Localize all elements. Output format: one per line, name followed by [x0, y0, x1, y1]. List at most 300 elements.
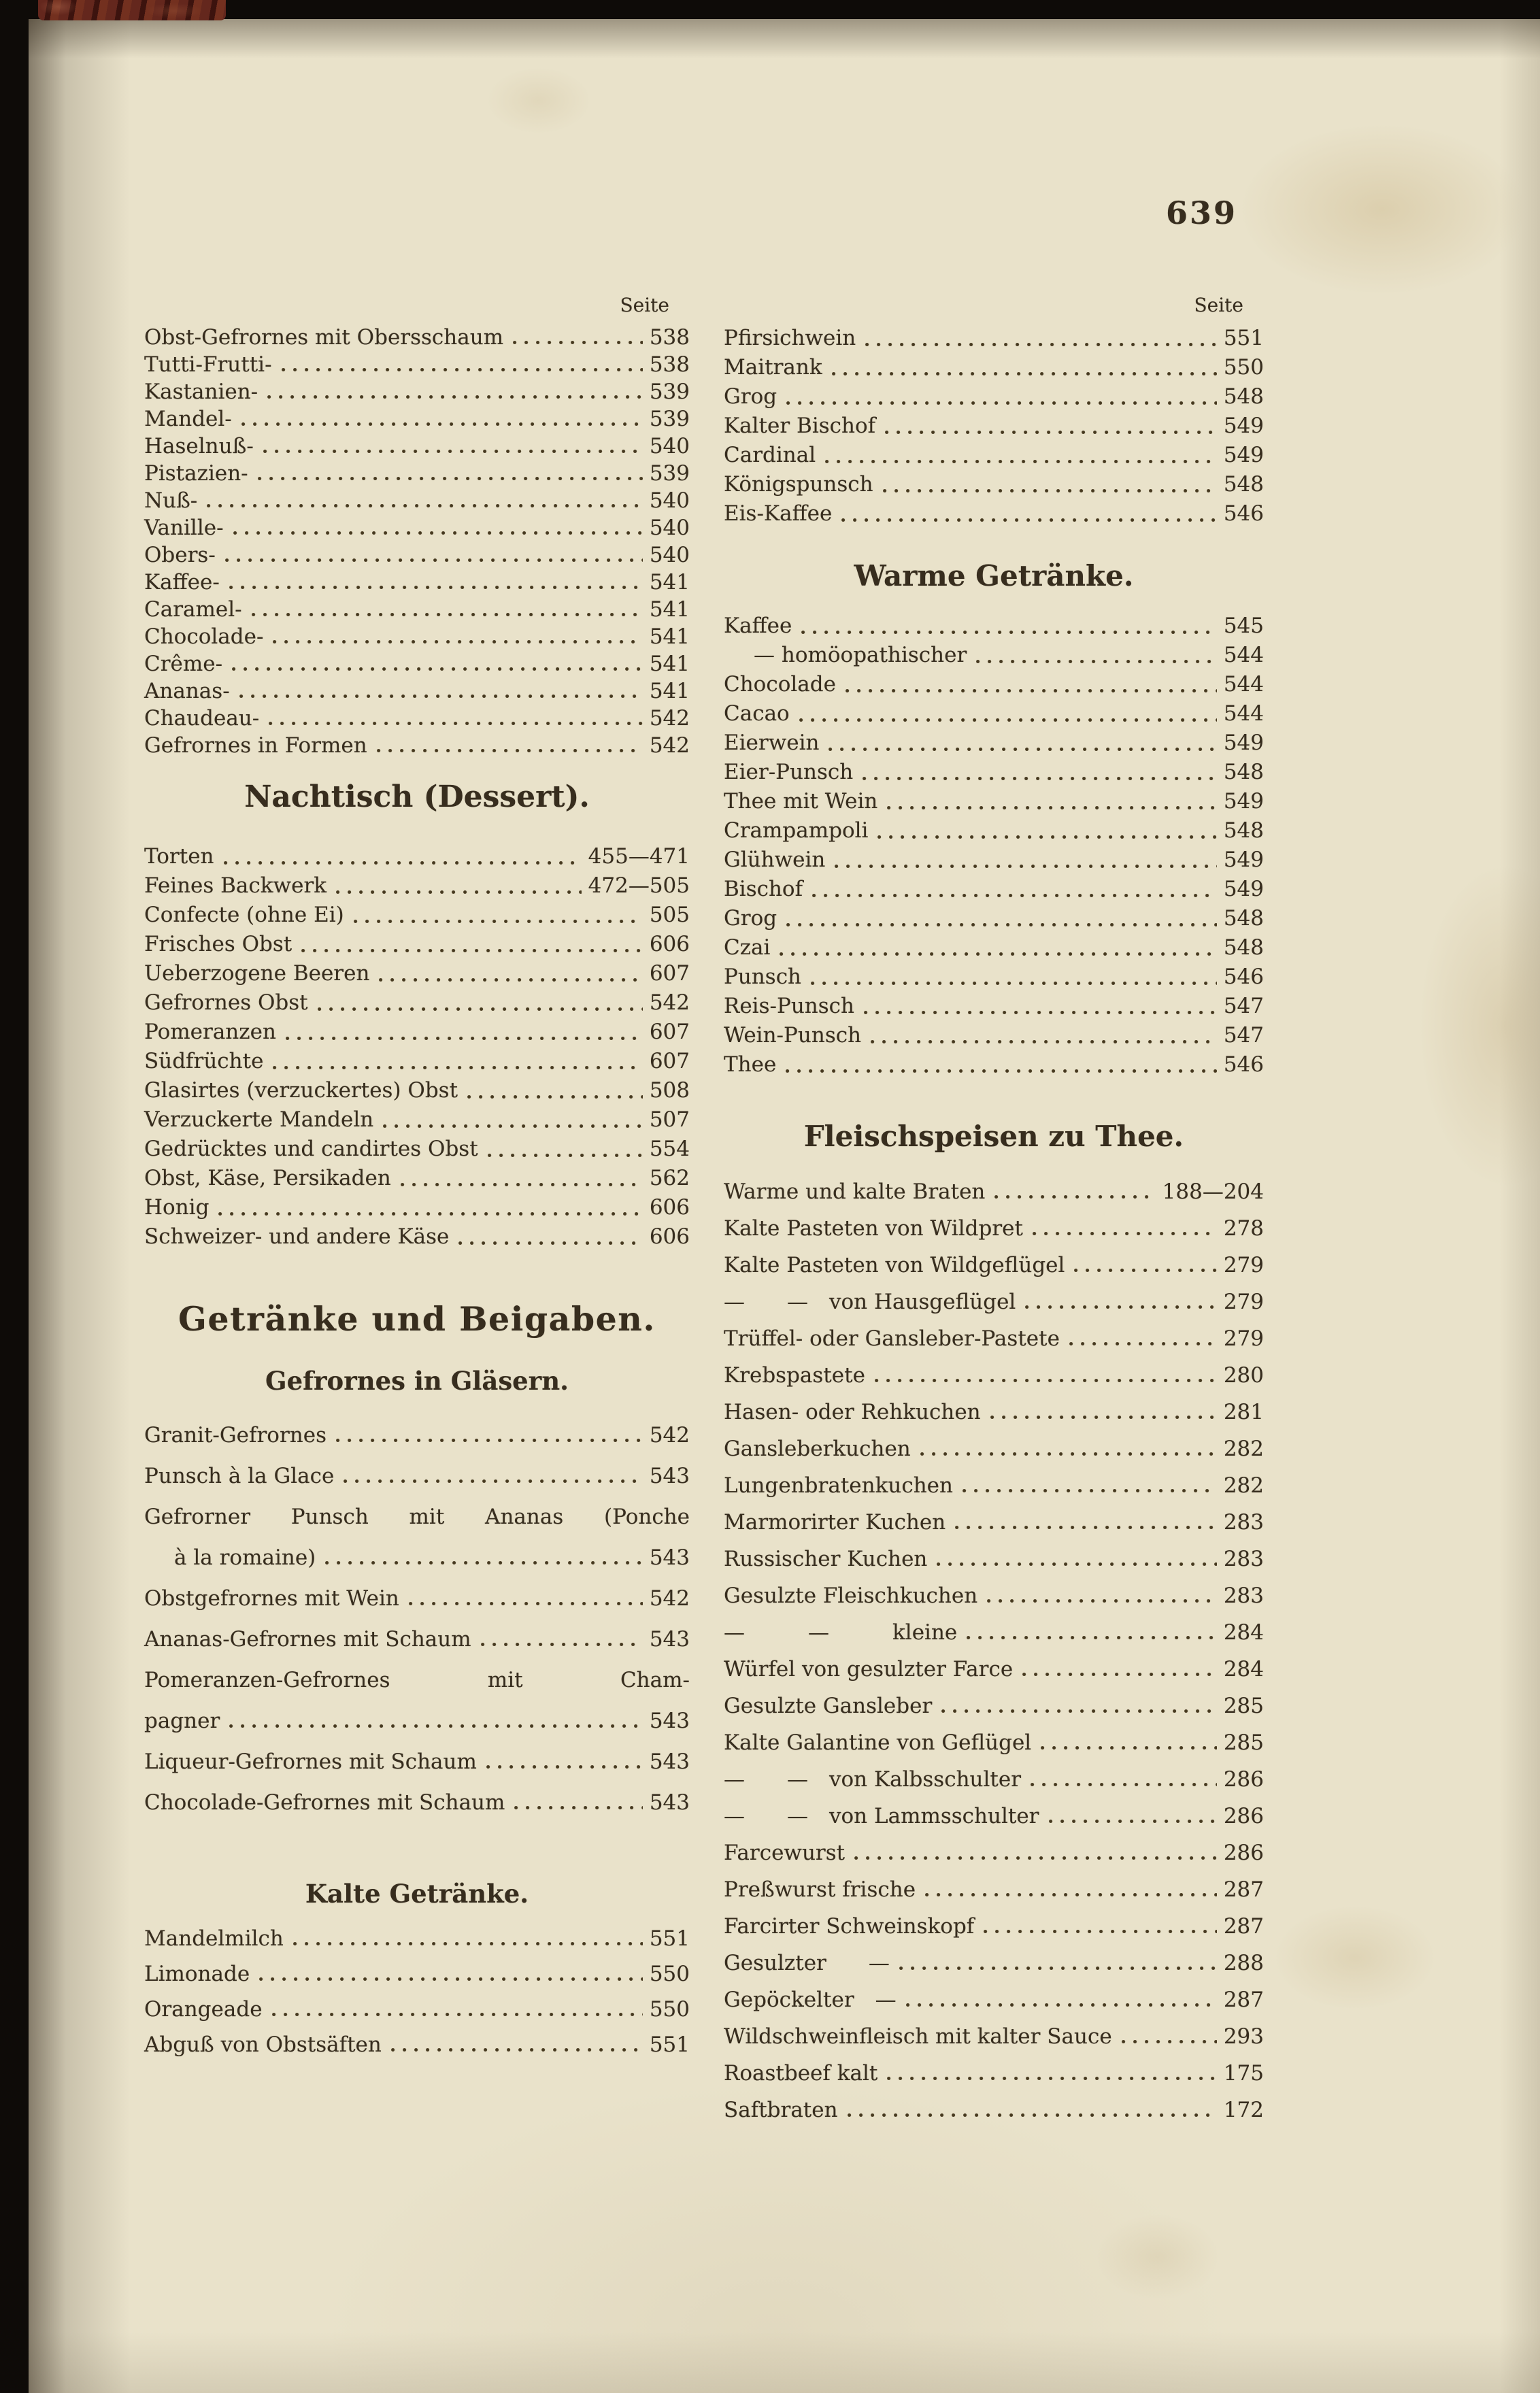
index-entry — [144, 1135, 690, 1164]
entry-page-number: 543 — [649, 1464, 690, 1488]
index-entry — [144, 871, 690, 901]
entry-label: — homöopathischer — [754, 643, 967, 667]
entry-page-number: 279 — [1223, 1290, 1264, 1314]
index-entry — [144, 1047, 690, 1076]
dot-leader — [1033, 1232, 1217, 1235]
dot-leader — [286, 1037, 643, 1040]
dot-leader — [354, 920, 643, 923]
entry-label: Pomeranzen-Gefrornes mit Cham- — [144, 1668, 690, 1692]
dot-leader — [906, 2003, 1217, 2007]
entry-page-number: 283 — [1223, 1547, 1264, 1571]
index-entry — [724, 2055, 1264, 2092]
dot-leader — [812, 894, 1217, 897]
entry-page-number: 544 — [1223, 701, 1264, 726]
dot-leader — [877, 835, 1216, 839]
entry-label: Grog — [724, 906, 777, 931]
index-entry — [724, 1210, 1264, 1247]
index-entry — [724, 699, 1264, 729]
entry-page-number: 606 — [649, 1195, 690, 1220]
index-entry — [144, 930, 690, 959]
index-entry — [144, 842, 690, 871]
index-entry — [724, 1050, 1264, 1080]
index-entry — [724, 963, 1264, 992]
index-entry — [724, 875, 1264, 904]
entry-page-number: 548 — [1223, 472, 1264, 497]
dot-leader — [409, 1602, 643, 1605]
dot-leader — [883, 489, 1217, 492]
dot-leader — [458, 1241, 642, 1245]
entry-page-number: 542 — [649, 1586, 690, 1611]
dot-leader — [232, 667, 643, 671]
entry-label: Warme und kalte Braten — [724, 1179, 986, 1204]
entry-page-number: 188—204 — [1162, 1179, 1264, 1204]
entry-label: Caramel- — [144, 597, 242, 622]
dot-leader — [233, 531, 643, 535]
index-entry — [724, 1504, 1264, 1541]
entry-page-number: 505 — [649, 903, 690, 927]
entry-label: Confecte (ohne Ei) — [144, 903, 344, 927]
entry-label: — — von Lammsschulter — [724, 1804, 1039, 1828]
entry-label: Gesulzte Gansleber — [724, 1694, 933, 1718]
dot-leader — [258, 477, 643, 480]
dot-leader — [780, 952, 1216, 956]
index-entry — [724, 1688, 1264, 1724]
dot-leader — [252, 613, 643, 616]
entry-page-number: 607 — [649, 1049, 690, 1073]
section-heading: Gefrornes in Gläsern. — [265, 1366, 569, 1396]
dot-leader — [801, 631, 1216, 634]
entry-label: Abguß von Obstsäften — [144, 2032, 382, 2057]
entry-page-number: 543 — [649, 1545, 690, 1570]
index-entry — [144, 650, 690, 677]
entry-page-number: 551 — [649, 2032, 690, 2057]
index-entry — [144, 1456, 690, 1496]
entry-page-number: 279 — [1223, 1253, 1264, 1277]
dot-leader — [336, 1439, 643, 1442]
entry-page-number: 549 — [1223, 877, 1264, 901]
entry-page-number: 455—471 — [588, 844, 690, 869]
entry-label: Granit-Gefrornes — [144, 1423, 327, 1447]
index-entry — [724, 1430, 1264, 1467]
entry-group — [724, 1173, 1264, 2128]
index-entry — [144, 959, 690, 988]
index-entry — [144, 460, 690, 487]
index-entry — [724, 1908, 1264, 1945]
index-entry — [724, 1871, 1264, 1908]
index-entry — [144, 1782, 690, 1823]
index-entry — [724, 641, 1264, 670]
section-heading: Getränke und Beigaben. — [178, 1299, 656, 1339]
entry-label: Obst-Gefrornes mit Obersschaum — [144, 325, 504, 350]
dot-leader — [1069, 1342, 1217, 1345]
entry-label: Ueberzogene Beeren — [144, 961, 370, 986]
section-heading: Fleischspeisen zu Thee. — [803, 1120, 1184, 1153]
dot-leader — [811, 982, 1217, 985]
dot-leader — [1041, 1746, 1217, 1750]
index-entry — [724, 1651, 1264, 1688]
entry-page-number: 281 — [1223, 1400, 1264, 1424]
entry-label: Gepöckelter — — [724, 1988, 897, 2012]
index-entry — [144, 705, 690, 732]
entry-label: Kalter Bischof — [724, 414, 876, 438]
index-entry — [724, 353, 1264, 382]
dot-leader — [865, 343, 1217, 346]
dot-leader — [481, 1643, 643, 1646]
entry-page-number: 606 — [649, 932, 690, 956]
entry-page-number: 549 — [1223, 848, 1264, 872]
dot-leader — [467, 1095, 643, 1099]
entry-label: Gesulzter — — [724, 1951, 890, 1975]
entry-group — [144, 842, 690, 1252]
entry-label: Liqueur-Gefrornes mit Schaum — [144, 1750, 477, 1774]
index-entry — [144, 1992, 690, 2027]
dot-leader — [259, 1977, 643, 1981]
entry-label: Wein-Punsch — [724, 1023, 862, 1048]
entry-page-number: 283 — [1223, 1584, 1264, 1608]
dot-leader — [269, 722, 643, 725]
entry-page-number: 538 — [649, 325, 690, 350]
entry-label: Pistazien- — [144, 461, 248, 486]
entry-label: Mandel- — [144, 407, 232, 431]
index-entry — [144, 1956, 690, 1992]
entry-page-number: 279 — [1223, 1326, 1264, 1351]
dot-leader — [225, 558, 643, 562]
entry-page-number: 172 — [1223, 2098, 1264, 2122]
index-entry — [724, 1614, 1264, 1651]
entry-page-number: 540 — [649, 516, 690, 540]
dot-leader — [987, 1599, 1217, 1603]
entry-label: Lungenbratenkuchen — [724, 1473, 953, 1498]
index-entry — [144, 1076, 690, 1105]
dot-leader — [799, 718, 1217, 722]
entry-label: Schweizer- und andere Käse — [144, 1224, 450, 1249]
entry-page-number: 539 — [649, 407, 690, 431]
dot-leader — [1049, 1820, 1217, 1823]
index-entry — [724, 499, 1264, 529]
index-entry — [144, 677, 690, 705]
dot-leader — [486, 1765, 643, 1769]
entry-label: Maitrank — [724, 355, 822, 380]
index-entry — [724, 1467, 1264, 1504]
entry-label: Frisches Obst — [144, 932, 292, 956]
index-entry — [724, 382, 1264, 412]
entry-label: Glasirtes (verzuckertes) Obst — [144, 1078, 458, 1103]
entry-label: Glühwein — [724, 848, 826, 872]
entry-page-number: 546 — [1223, 1052, 1264, 1077]
dot-leader — [1031, 1783, 1217, 1786]
entry-page-number: 548 — [1223, 818, 1264, 843]
entry-label: Pfirsichwein — [724, 326, 856, 350]
index-entry — [724, 1761, 1264, 1798]
index-entry — [144, 487, 690, 514]
entry-page-number: 549 — [1223, 443, 1264, 467]
entry-page-number: 547 — [1223, 1023, 1264, 1048]
entry-page-number: 539 — [649, 380, 690, 404]
dot-leader — [941, 1709, 1217, 1713]
entry-page-number: 541 — [649, 652, 690, 676]
entry-page-number: 540 — [649, 434, 690, 458]
entry-page-number: 551 — [649, 1926, 690, 1951]
entry-label: Orangeade — [144, 1997, 263, 2022]
dot-leader — [899, 1967, 1217, 1970]
dot-leader — [835, 865, 1216, 868]
entry-label: Obstgefrornes mit Wein — [144, 1586, 399, 1611]
dot-leader — [239, 695, 643, 698]
entry-label: Tutti-Frutti- — [144, 352, 272, 377]
index-entry — [724, 441, 1264, 470]
index-entry — [144, 596, 690, 623]
index-entry — [724, 1577, 1264, 1614]
dot-leader — [1122, 2040, 1217, 2043]
dot-leader — [263, 450, 643, 453]
entry-page-number: 543 — [649, 1750, 690, 1774]
entry-label: Chocolade- — [144, 624, 264, 649]
entry-label: — — kleine — [724, 1620, 958, 1645]
entry-label: Crême- — [144, 652, 223, 676]
entry-label: Gefrornes in Formen — [144, 733, 367, 758]
entry-page-number: 288 — [1223, 1951, 1264, 1975]
dot-leader — [218, 1212, 642, 1216]
index-entry — [144, 988, 690, 1018]
dot-leader — [841, 518, 1217, 522]
entry-label: Cardinal — [724, 443, 816, 467]
entry-group — [144, 324, 690, 759]
index-entry — [144, 569, 690, 596]
dot-leader — [344, 1479, 642, 1483]
entry-label: Obers- — [144, 543, 216, 567]
entry-page-number: 546 — [1223, 965, 1264, 989]
entry-label: Thee mit Wein — [724, 789, 878, 814]
section-heading: Kalte Getränke. — [305, 1879, 529, 1909]
section-heading: Nachtisch (Dessert). — [244, 780, 590, 814]
dot-leader — [962, 1489, 1217, 1492]
dot-leader — [976, 660, 1217, 663]
entry-page-number: 543 — [649, 1790, 690, 1815]
entry-page-number: 282 — [1223, 1437, 1264, 1461]
dot-leader — [967, 1636, 1217, 1639]
entry-page-number: 278 — [1223, 1216, 1264, 1241]
entry-page-number: 539 — [649, 461, 690, 486]
entry-page-number: 286 — [1223, 1841, 1264, 1865]
entry-page-number: 548 — [1223, 906, 1264, 931]
entry-label: Pomeranzen — [144, 1020, 276, 1044]
dot-leader — [229, 1724, 643, 1728]
entry-label: Grog — [724, 384, 777, 409]
entry-label: Krebspastete — [724, 1363, 865, 1388]
entry-page-number: 280 — [1223, 1363, 1264, 1388]
entry-page-number: 549 — [1223, 789, 1264, 814]
index-entry — [724, 470, 1264, 499]
dot-leader — [1074, 1269, 1216, 1272]
dot-leader — [391, 2048, 643, 2052]
entry-label: Crampampoli — [724, 818, 869, 843]
dot-leader — [1025, 1305, 1217, 1309]
entry-label: Preßwurst frische — [724, 1877, 916, 1902]
dot-leader — [336, 890, 582, 894]
entry-page-number: 508 — [649, 1078, 690, 1103]
index-entry — [144, 2027, 690, 2062]
index-entry — [724, 933, 1264, 963]
dot-leader — [786, 1069, 1216, 1073]
index-entry — [144, 732, 690, 759]
dot-leader — [318, 1007, 643, 1011]
dot-leader — [325, 1561, 643, 1564]
dot-leader — [1022, 1673, 1217, 1676]
entry-page-number: 607 — [649, 961, 690, 986]
entry-label: Gefrorner Punsch mit Ananas (Ponche — [144, 1505, 690, 1529]
entry-page-number: 542 — [649, 990, 690, 1015]
dot-leader — [864, 1011, 1217, 1014]
index-entry — [724, 904, 1264, 933]
index-entry — [724, 612, 1264, 641]
index-entry — [724, 1394, 1264, 1430]
entry-label: Honig — [144, 1195, 210, 1220]
entry-label: Thee — [724, 1052, 777, 1077]
index-entry — [724, 846, 1264, 875]
entry-page-number: 548 — [1223, 760, 1264, 784]
entry-page-number: 547 — [1223, 994, 1264, 1018]
dot-leader — [846, 689, 1217, 692]
dot-leader — [863, 777, 1217, 780]
index-entry — [724, 1320, 1264, 1357]
entry-page-number: 287 — [1223, 1914, 1264, 1939]
entry-page-number: 549 — [1223, 414, 1264, 438]
entry-label: Trüffel- oder Gansleber-Pastete — [724, 1326, 1060, 1351]
entry-label: Chocolade-Gefrornes mit Schaum — [144, 1790, 505, 1815]
entry-page-number: 287 — [1223, 1877, 1264, 1902]
dot-leader — [267, 395, 643, 399]
entry-page-number: 551 — [1223, 326, 1264, 350]
dot-leader — [229, 586, 643, 589]
entry-page-number: 543 — [649, 1709, 690, 1733]
dot-leader — [241, 422, 643, 426]
index-entry — [144, 1105, 690, 1135]
dot-leader — [377, 749, 643, 752]
index-entry — [144, 433, 690, 460]
index-entry — [724, 2018, 1264, 2055]
entry-page-number: 607 — [649, 1020, 690, 1044]
entry-page-number: 546 — [1223, 501, 1264, 526]
dot-leader — [488, 1154, 643, 1157]
dot-leader — [282, 368, 643, 371]
entry-group — [144, 1921, 690, 2062]
entry-group — [724, 324, 1264, 529]
dot-leader — [786, 401, 1217, 405]
dot-leader — [955, 1526, 1217, 1529]
dot-leader — [207, 504, 643, 507]
dot-leader — [990, 1416, 1217, 1419]
entry-label: Russischer Kuchen — [724, 1547, 928, 1571]
entry-page-number: 541 — [649, 624, 690, 649]
index-entry — [144, 1578, 690, 1619]
dot-leader — [885, 431, 1217, 434]
entry-label: Eierwein — [724, 731, 820, 755]
index-entry — [724, 1541, 1264, 1577]
entry-page-number: 542 — [649, 1423, 690, 1447]
index-entry — [724, 1021, 1264, 1050]
entry-label: — — von Kalbsschulter — [724, 1767, 1022, 1792]
entry-label: Wildschweinfleisch mit kalter Sauce — [724, 2024, 1112, 2049]
dot-leader — [301, 949, 643, 952]
entry-page-number: 548 — [1223, 935, 1264, 960]
index-entry — [724, 670, 1264, 699]
entry-label: Marmorirter Kuchen — [724, 1510, 946, 1535]
entry-page-number: 541 — [649, 570, 690, 595]
entry-page-number: 550 — [1223, 355, 1264, 380]
index-entry — [724, 758, 1264, 787]
dot-leader — [937, 1562, 1216, 1566]
dot-leader — [293, 1942, 643, 1945]
index-entry — [144, 1701, 690, 1741]
entry-page-number: 540 — [649, 488, 690, 513]
index-entry — [724, 324, 1264, 353]
entry-page-number: 538 — [649, 352, 690, 377]
entry-page-number: 541 — [649, 679, 690, 703]
index-entry — [144, 1660, 690, 1701]
dot-leader — [273, 640, 642, 643]
dot-leader — [848, 2113, 1217, 2117]
entry-label: Czai — [724, 935, 771, 960]
index-entry — [724, 1173, 1264, 1210]
dot-leader — [875, 1379, 1217, 1382]
page-number: 639 — [1166, 195, 1238, 231]
entry-label: Farcewurst — [724, 1841, 846, 1865]
entry-page-number: 287 — [1223, 1988, 1264, 2012]
dot-leader — [514, 1806, 642, 1809]
index-entry — [144, 324, 690, 351]
entry-page-number: 282 — [1223, 1473, 1264, 1498]
index-entry — [724, 1724, 1264, 1761]
entry-page-number: 285 — [1223, 1694, 1264, 1718]
book-page — [29, 19, 1540, 2393]
entry-label: Cacao — [724, 701, 790, 726]
index-entry — [724, 1357, 1264, 1394]
entry-page-number: 544 — [1223, 643, 1264, 667]
entry-page-number: 507 — [649, 1107, 690, 1132]
entry-page-number: 562 — [649, 1166, 690, 1190]
entry-label: Haselnuß- — [144, 434, 254, 458]
index-entry — [724, 816, 1264, 846]
entry-label: Gefrornes Obst — [144, 990, 308, 1015]
entry-label: Limonade — [144, 1962, 250, 1986]
index-entry — [144, 1741, 690, 1782]
entry-label: Chaudeau- — [144, 706, 260, 731]
index-entry — [144, 378, 690, 405]
entry-label: Kalte Galantine von Geflügel — [724, 1730, 1032, 1755]
entry-page-number: 606 — [649, 1224, 690, 1249]
index-entry — [144, 1921, 690, 1956]
entry-label: Reis-Punsch — [724, 994, 855, 1018]
entry-label: pagner — [144, 1709, 220, 1733]
entry-page-number: 540 — [649, 543, 690, 567]
entry-page-number: 283 — [1223, 1510, 1264, 1535]
entry-label: Ananas-Gefrornes mit Schaum — [144, 1627, 471, 1652]
book-spine — [38, 0, 226, 20]
index-entry — [724, 1835, 1264, 1871]
index-entry — [724, 1247, 1264, 1284]
dot-leader — [832, 372, 1217, 375]
entry-page-number: 544 — [1223, 672, 1264, 697]
index-entry — [144, 1415, 690, 1456]
entry-label: Nuß- — [144, 488, 198, 513]
dot-leader — [383, 1124, 643, 1128]
entry-label: Obst, Käse, Persikaden — [144, 1166, 391, 1190]
entry-page-number: 542 — [649, 733, 690, 758]
entry-page-number: 554 — [649, 1137, 690, 1161]
dot-leader — [828, 748, 1216, 751]
index-entry — [724, 729, 1264, 758]
dot-leader — [786, 923, 1217, 926]
